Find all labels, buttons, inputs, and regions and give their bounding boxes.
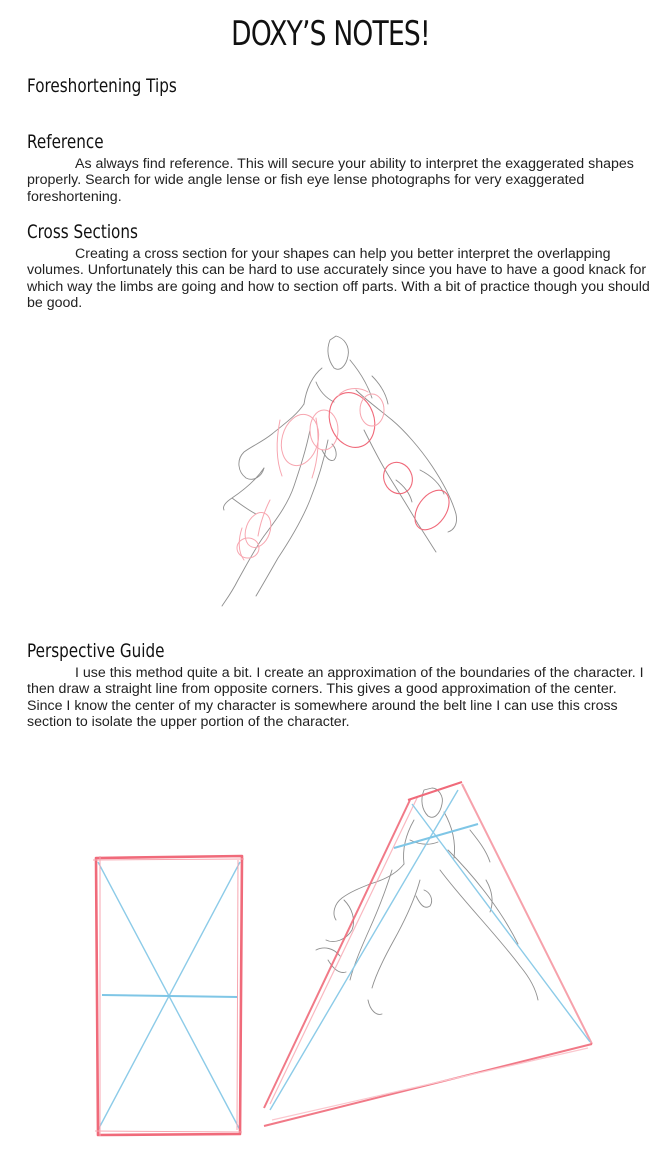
page-title: DOXY’S NOTES!: [231, 14, 430, 54]
perspective-guide-lines: [264, 782, 592, 1126]
section-text-perspective-guide-content: I use this method quite a bit. I create an approximation of the boundaries of the character. I then draw a straight line from opposite corners. This gives a good approximation of the center. Since I know the center of my character is somewhere around the belt line I can use this cross section to isolate the upper portion of the character.: [27, 665, 644, 730]
section-text-reference-content: As always find reference. This will secure your ability to interpret the exaggerated shapes properly. Search for wide angle lense or fish eye lense photographs for very exaggerated foreshortening.: [27, 156, 634, 205]
section-heading-reference: Reference: [27, 131, 104, 153]
section-heading-perspective-guide: Perspective Guide: [27, 640, 165, 662]
guide-diagonal-2: [412, 804, 590, 1042]
figure-pencil-lines-2: [316, 788, 538, 1014]
guide-left-edge: [264, 800, 410, 1108]
section-heading-cross-sections: Cross Sections: [27, 221, 138, 243]
section-text-cross-sections-content: Creating a cross section for your shapes can help you better interpret the overlapping volumes. Unfortunately this can be hard to use accurately since you have to have a good knack for which way the limbs are going and how to section off parts. With a bit of practice though you should be good.: [27, 246, 650, 311]
page-subtitle: Foreshortening Tips: [27, 75, 177, 97]
guide-right-edge: [462, 784, 592, 1044]
